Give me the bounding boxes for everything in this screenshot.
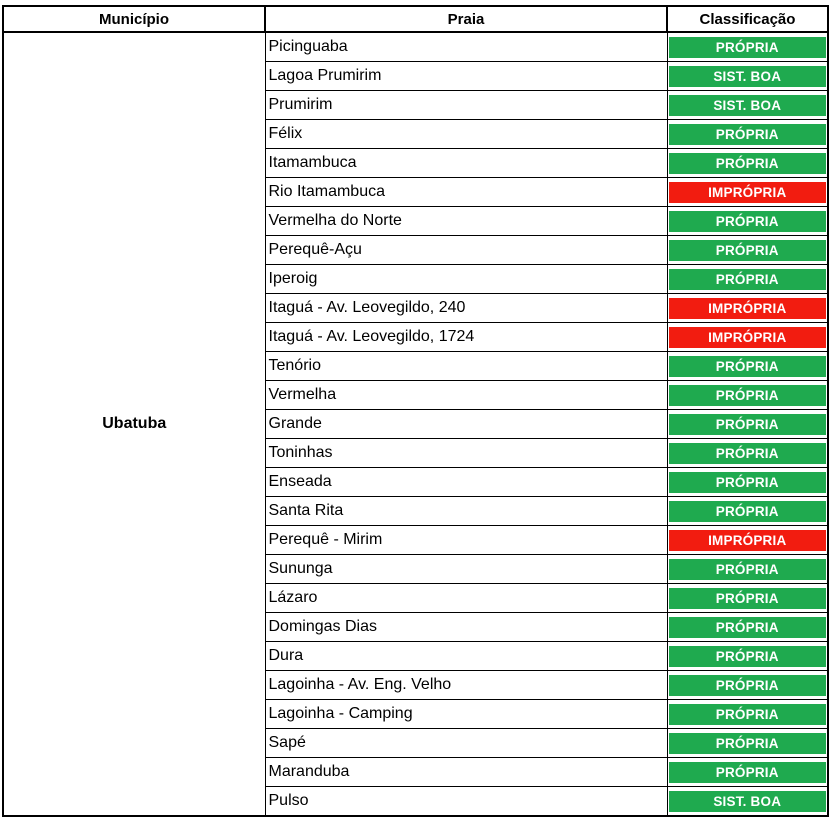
- classificacao-cell: [667, 120, 828, 149]
- praia-cell: Lagoinha - Camping: [265, 700, 667, 729]
- praia-cell: Maranduba: [265, 758, 667, 787]
- classificacao-badge: PRÓPRIA: [669, 675, 827, 696]
- classificacao-badge: PRÓPRIA: [669, 762, 827, 783]
- praia-cell: Itaguá - Av. Leovegildo, 1724: [265, 323, 667, 352]
- praia-cell: Dura: [265, 642, 667, 671]
- classificacao-cell: [667, 381, 828, 410]
- classificacao-badge: SIST. BOA: [669, 791, 827, 812]
- classificacao-badge: PRÓPRIA: [669, 501, 827, 522]
- praia-cell: Iperoig: [265, 265, 667, 294]
- classificacao-badge: PRÓPRIA: [669, 472, 827, 493]
- classificacao-cell: [667, 294, 828, 323]
- classificacao-cell: [667, 236, 828, 265]
- praia-cell: Grande: [265, 410, 667, 439]
- classificacao-cell: [667, 613, 828, 642]
- header-praia: Praia: [265, 6, 667, 32]
- classificacao-cell: [667, 671, 828, 700]
- classificacao-badge: PRÓPRIA: [669, 37, 827, 58]
- header-classificacao: Classificação: [667, 6, 828, 32]
- praia-cell: Toninhas: [265, 439, 667, 468]
- beach-classification-table: [2, 5, 829, 817]
- praia-cell: Félix: [265, 120, 667, 149]
- classificacao-cell: [667, 642, 828, 671]
- praia-cell: Santa Rita: [265, 497, 667, 526]
- classificacao-cell: [667, 62, 828, 91]
- classificacao-badge: PRÓPRIA: [669, 559, 827, 580]
- classificacao-cell: [667, 207, 828, 236]
- classificacao-cell: [667, 410, 828, 439]
- praia-cell: Tenório: [265, 352, 667, 381]
- praia-cell: Sununga: [265, 555, 667, 584]
- praia-cell: Lázaro: [265, 584, 667, 613]
- praia-cell: Itaguá - Av. Leovegildo, 240: [265, 294, 667, 323]
- praia-cell: Pulso: [265, 787, 667, 817]
- classificacao-badge: PRÓPRIA: [669, 385, 827, 406]
- municipio-cell: Ubatuba: [3, 32, 265, 816]
- classificacao-badge: PRÓPRIA: [669, 414, 827, 435]
- praia-cell: Picinguaba: [265, 32, 667, 62]
- classificacao-cell: [667, 758, 828, 787]
- classificacao-cell: [667, 439, 828, 468]
- classificacao-cell: [667, 323, 828, 352]
- table-row: [3, 32, 828, 62]
- classificacao-badge: PRÓPRIA: [669, 211, 827, 232]
- header-municipio: Município: [3, 6, 265, 32]
- classificacao-cell: [667, 526, 828, 555]
- classificacao-badge: PRÓPRIA: [669, 269, 827, 290]
- header-row: [3, 6, 828, 32]
- praia-cell: Itamambuca: [265, 149, 667, 178]
- classificacao-cell: [667, 178, 828, 207]
- classificacao-badge: PRÓPRIA: [669, 124, 827, 145]
- praia-cell: Perequê - Mirim: [265, 526, 667, 555]
- classificacao-badge: PRÓPRIA: [669, 588, 827, 609]
- classificacao-badge: IMPRÓPRIA: [669, 327, 827, 348]
- classificacao-badge: PRÓPRIA: [669, 153, 827, 174]
- classificacao-badge: PRÓPRIA: [669, 617, 827, 638]
- praia-cell: Perequê-Açu: [265, 236, 667, 265]
- classificacao-cell: [667, 32, 828, 62]
- praia-cell: Vermelha: [265, 381, 667, 410]
- praia-cell: Enseada: [265, 468, 667, 497]
- classificacao-cell: [667, 584, 828, 613]
- table-body: [3, 32, 828, 816]
- classificacao-badge: SIST. BOA: [669, 66, 827, 87]
- praia-cell: Domingas Dias: [265, 613, 667, 642]
- praia-cell: Rio Itamambuca: [265, 178, 667, 207]
- classificacao-cell: [667, 555, 828, 584]
- classificacao-badge: IMPRÓPRIA: [669, 530, 827, 551]
- classificacao-badge: PRÓPRIA: [669, 646, 827, 667]
- classificacao-badge: PRÓPRIA: [669, 733, 827, 754]
- classificacao-badge: PRÓPRIA: [669, 356, 827, 377]
- classificacao-cell: [667, 700, 828, 729]
- classificacao-badge: SIST. BOA: [669, 95, 827, 116]
- classificacao-badge: PRÓPRIA: [669, 704, 827, 725]
- praia-cell: Sapé: [265, 729, 667, 758]
- praia-cell: Prumirim: [265, 91, 667, 120]
- classificacao-cell: [667, 91, 828, 120]
- classificacao-badge: IMPRÓPRIA: [669, 298, 827, 319]
- praia-cell: Lagoinha - Av. Eng. Velho: [265, 671, 667, 700]
- classificacao-badge: IMPRÓPRIA: [669, 182, 827, 203]
- classificacao-cell: [667, 497, 828, 526]
- classificacao-cell: [667, 265, 828, 294]
- classificacao-cell: [667, 787, 828, 817]
- classificacao-badge: PRÓPRIA: [669, 240, 827, 261]
- classificacao-badge: PRÓPRIA: [669, 443, 827, 464]
- classificacao-cell: [667, 352, 828, 381]
- classificacao-cell: [667, 468, 828, 497]
- praia-cell: Vermelha do Norte: [265, 207, 667, 236]
- classificacao-cell: [667, 149, 828, 178]
- praia-cell: Lagoa Prumirim: [265, 62, 667, 91]
